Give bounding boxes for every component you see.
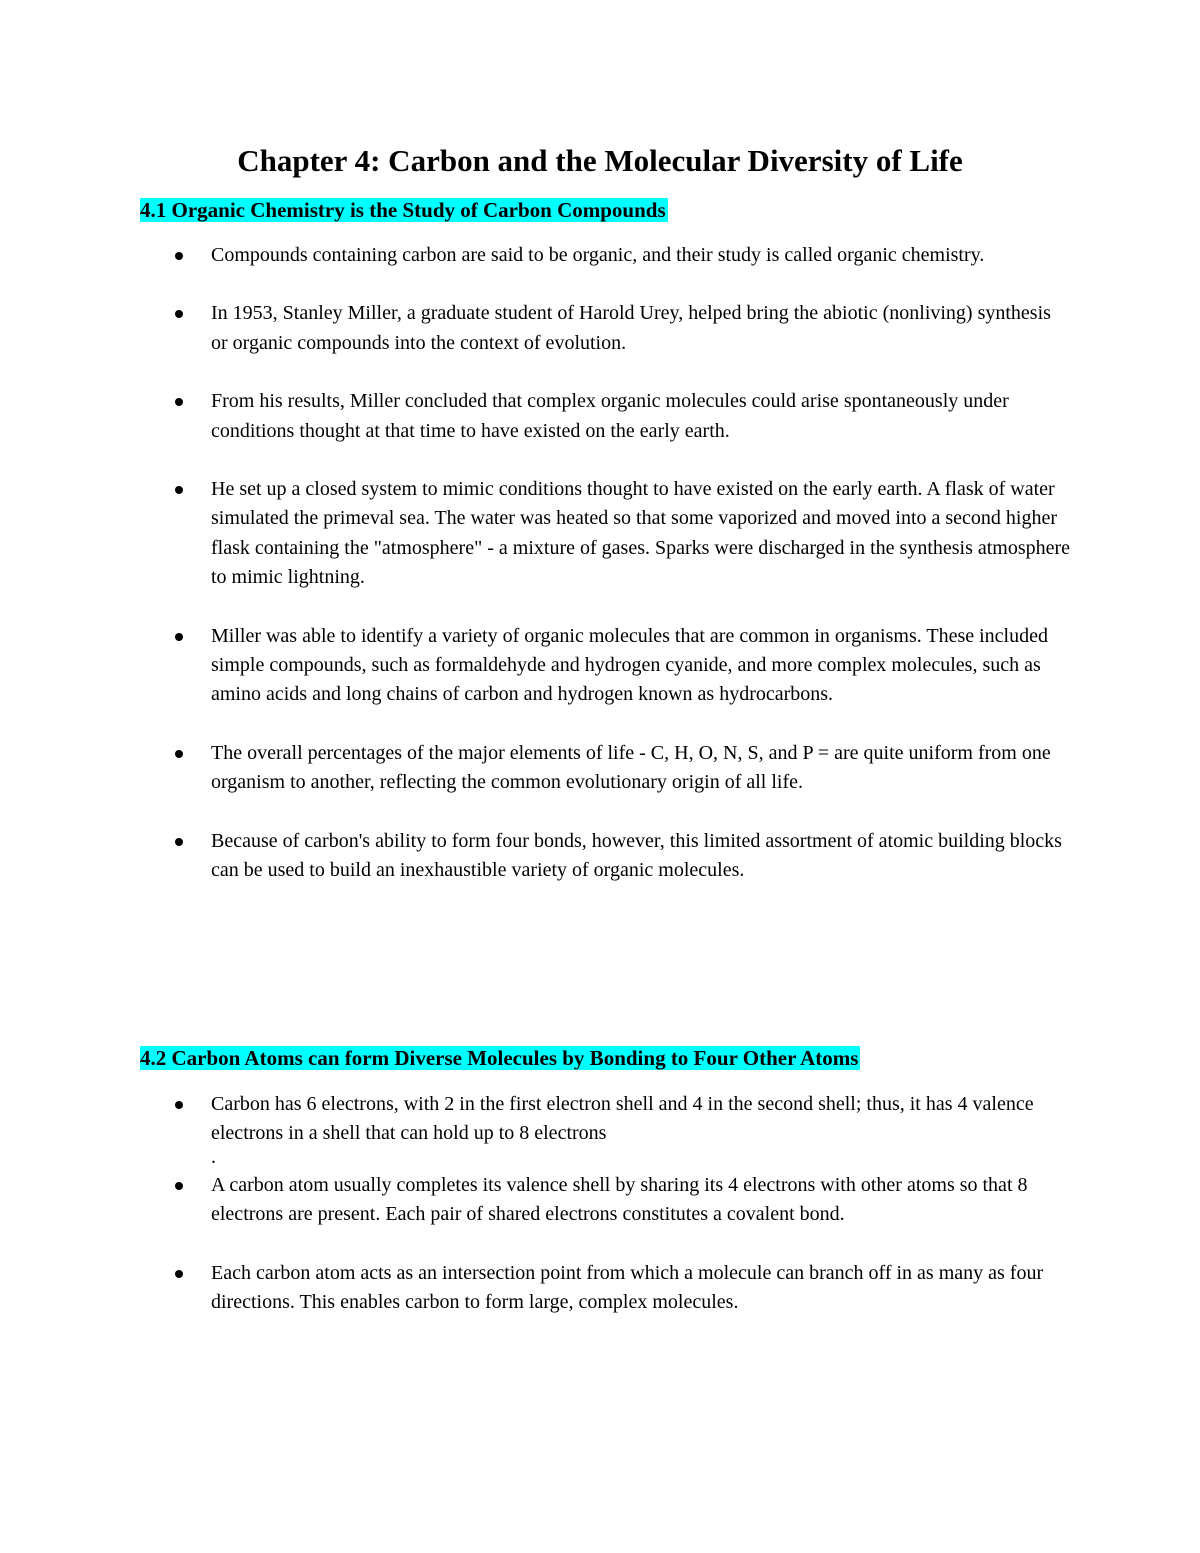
bullet-dot-icon <box>175 1182 183 1190</box>
list-item-text: The overall percentages of the major elements of life - C, H, O, N, S, and P = are quite uniform from one organism to another, reflecting the common evolutionary origin of all life. <box>211 741 1051 794</box>
bullet-list-section-4-2 <box>0 1090 1200 1346</box>
list-item <box>0 739 1071 798</box>
section-heading-text: 4.1 Organic Chemistry is the Study of Carbon Compounds <box>140 198 666 222</box>
page-title: Chapter 4: Carbon and the Molecular Diversity of Life <box>237 143 963 178</box>
list-item <box>0 622 1071 710</box>
stray-period-mark: . <box>211 1145 216 1168</box>
bullet-dot-icon <box>175 750 183 758</box>
section-heading-4-2 <box>140 1044 860 1072</box>
list-item <box>0 241 1071 270</box>
bullet-dot-icon <box>175 633 183 641</box>
list-item-text: Compounds containing carbon are said to be organic, and their study is called organic chemistry. <box>211 244 985 266</box>
list-item-text: Carbon has 6 electrons, with 2 in the first electron shell and 4 in the second shell; thus, it has 4 valence electrons in a shell that can hold up to 8 electrons <box>211 1093 1034 1145</box>
list-item <box>0 475 1071 593</box>
list-item-text: He set up a closed system to mimic conditions thought to have existed on the early earth. A flask of water simulated the primeval sea. The water was heated so that some vaporized and moved into a second higher flask containing the "atmosphere" - a mixture of gases. Sparks were discharged in the synthesis atmosphere to mimic lightning. <box>211 478 1071 589</box>
bullet-dot-icon <box>175 310 183 318</box>
bullet-dot-icon <box>175 838 183 846</box>
list-item <box>0 1090 1071 1168</box>
list-item-text: From his results, Miller concluded that complex organic molecules could arise spontaneously under conditions thought at that time to have existed on the early earth. <box>211 390 1009 442</box>
bullet-dot-icon <box>175 252 183 260</box>
bullet-dot-icon <box>175 398 183 406</box>
list-item <box>0 1259 1071 1318</box>
list-item-text: In 1953, Stanley Miller, a graduate student of Harold Urey, helped bring the abiotic (nonliving) synthesis or organic compounds into the context of evolution. <box>211 302 1051 354</box>
list-item-text: Each carbon atom acts as an intersection point from which a molecule can branch off in as many as four directions. This enables carbon to form large, complex molecules. <box>211 1261 1044 1314</box>
section-heading-text: 4.2 Carbon Atoms can form Diverse Molecules by Bonding to Four Other Atoms <box>140 1046 859 1070</box>
list-item <box>0 1171 1071 1230</box>
list-item-text: Miller was able to identify a variety of organic molecules that are common in organisms. These included simple compounds, such as formaldehyde and hydrogen cyanide, and more complex molecules, such as amino acids and long chains of carbon and hydrogen known as hydrocarbons. <box>211 624 1048 706</box>
bullet-dot-icon <box>175 1270 183 1278</box>
bullet-list-section-4-1 <box>0 241 1200 915</box>
bullet-dot-icon <box>175 1101 183 1109</box>
list-item <box>0 387 1071 446</box>
list-item <box>0 299 1071 358</box>
list-item <box>0 827 1071 886</box>
list-item-text: A carbon atom usually completes its valence shell by sharing its 4 electrons with other atoms so that 8 electrons are present. Each pair of shared electrons constitutes a covalent bond. <box>211 1173 1028 1226</box>
list-item-text: Because of carbon's ability to form four bonds, however, this limited assortment of atomic building blocks can be used to build an inexhaustible variety of organic molecules. <box>211 829 1062 882</box>
section-heading-4-1 <box>140 196 668 224</box>
bullet-dot-icon <box>175 486 183 494</box>
